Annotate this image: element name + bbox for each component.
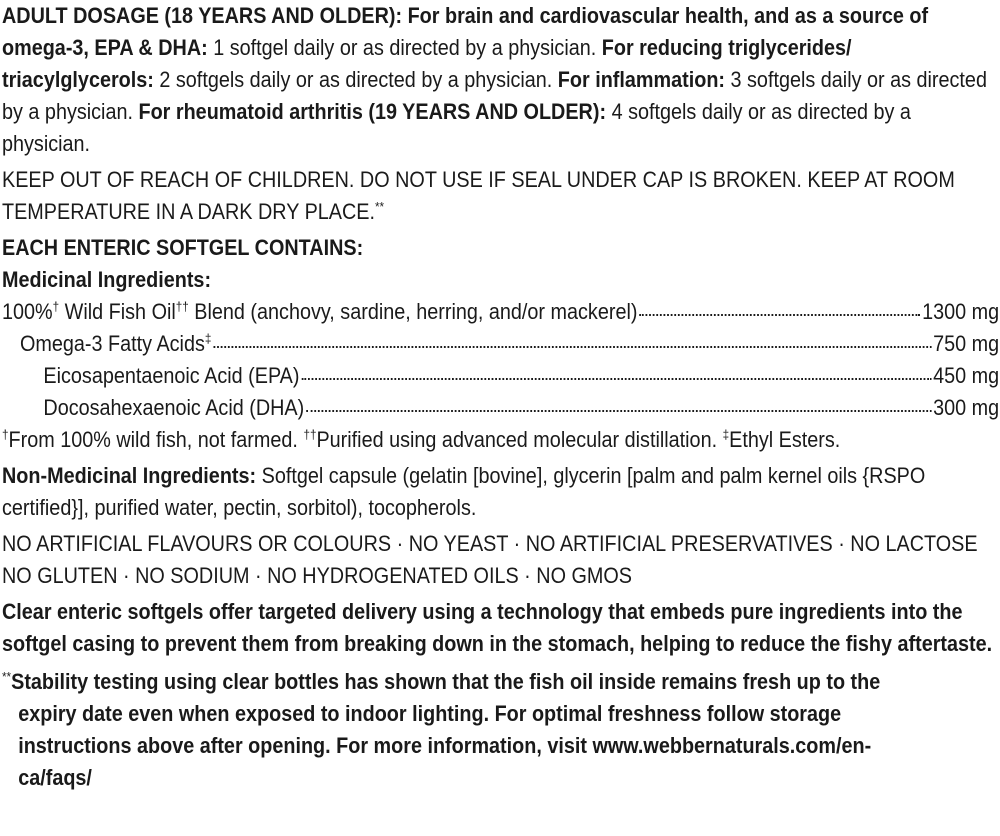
dosage-instruction-2: 2 softgels daily or as directed by a physician.	[159, 67, 553, 92]
ingredient-name: Docosahexaenoic Acid (DHA)	[43, 395, 305, 420]
medicinal-heading: Medicinal Ingredients:	[2, 267, 212, 292]
leader-dots	[639, 299, 920, 319]
dosage-instruction-3: 3 softgels daily or as directed by a physician.	[2, 67, 987, 124]
ingredient-amount: 450 mg	[933, 363, 1000, 388]
ingredient-row	[2, 360, 999, 392]
non-medicinal-text: Softgel capsule (gelatin [bovine], glycerin [palm and palm kernel oils {RSPO certified}], purified water, pectin, sorbitol), tocopherols.	[2, 463, 926, 520]
ingredient-name: Omega-3 Fatty Acids‡	[20, 331, 212, 356]
ingredient-amount: 750 mg	[933, 331, 1000, 356]
ingredient-row	[2, 392, 999, 424]
contains-heading: EACH ENTERIC SOFTGEL CONTAINS:	[2, 235, 364, 260]
dosage-heading: ADULT DOSAGE (18 YEARS AND OLDER):	[2, 3, 403, 28]
footnote-text: Stability testing using clear bottles has shown that the fish oil inside remains fresh up to the expiry date even when exposed to indoor lighting. For optimal freshness follow storage instructions above after opening. For more information, visit www.webbernaturals.com/en-ca/faqs/	[11, 669, 881, 790]
dosage-indication-3: For inflammation:	[557, 67, 726, 92]
free-from-line-1: NO ARTIFICIAL FLAVOURS OR COLOURS · NO YEAST · NO ARTIFICIAL PRESERVATIVES · NO LACTOSE	[2, 531, 978, 556]
non-medicinal-section	[2, 460, 999, 524]
leader-dots	[301, 363, 931, 383]
ingredient-name: 100%† Wild Fish Oil†† Blend (anchovy, sardine, herring, and/or mackerel)	[2, 299, 638, 324]
warning-footnote-mark: **	[375, 199, 385, 214]
footnote-mark: **	[2, 669, 12, 684]
warning-text: KEEP OUT OF REACH OF CHILDREN. DO NOT USE IF SEAL UNDER CAP IS BROKEN. KEEP AT ROOM TEMPERATURE IN A DARK DRY PLACE.	[2, 167, 955, 224]
dosage-indication-1: For brain and cardiovascular health, and as a source of omega-3, EPA & DHA:	[2, 3, 929, 60]
non-medicinal-heading: Non-Medicinal Ingredients:	[2, 463, 257, 488]
ingredient-amount: 1300 mg	[922, 299, 1000, 324]
enteric-description: Clear enteric softgels offer targeted delivery using a technology that embeds pure ingredients into the softgel casing to prevent them from breaking down in the stomach, helping to reduce the fishy aftertaste.	[2, 599, 993, 656]
storage-warning	[2, 164, 999, 228]
ingredient-amount: 300 mg	[933, 395, 1000, 420]
dosage-section	[2, 0, 999, 160]
supplement-label-text	[2, 0, 999, 794]
leader-dots	[306, 395, 931, 415]
dosage-indication-2: For reducing triglycerides/ triacylglycerols:	[2, 35, 852, 92]
ingredient-row	[2, 296, 999, 328]
leader-dots	[213, 331, 931, 351]
free-from-line-2: NO GLUTEN · NO SODIUM · NO HYDROGENATED OILS · NO GMOS	[2, 563, 632, 588]
dosage-indication-4: For rheumatoid arthritis (19 YEARS AND OLDER):	[138, 99, 607, 124]
ingredient-row	[2, 328, 999, 360]
ingredient-footnotes: †From 100% wild fish, not farmed. ††Purified using advanced molecular distillation. ‡Ethyl Esters.	[2, 427, 841, 452]
dosage-instruction-1: 1 softgel daily or as directed by a physician.	[213, 35, 597, 60]
dosage-instruction-4: 4 softgels daily or as directed by a physician.	[2, 99, 911, 156]
ingredient-name: Eicosapentaenoic Acid (EPA)	[43, 363, 300, 388]
stability-footnote	[2, 666, 882, 794]
